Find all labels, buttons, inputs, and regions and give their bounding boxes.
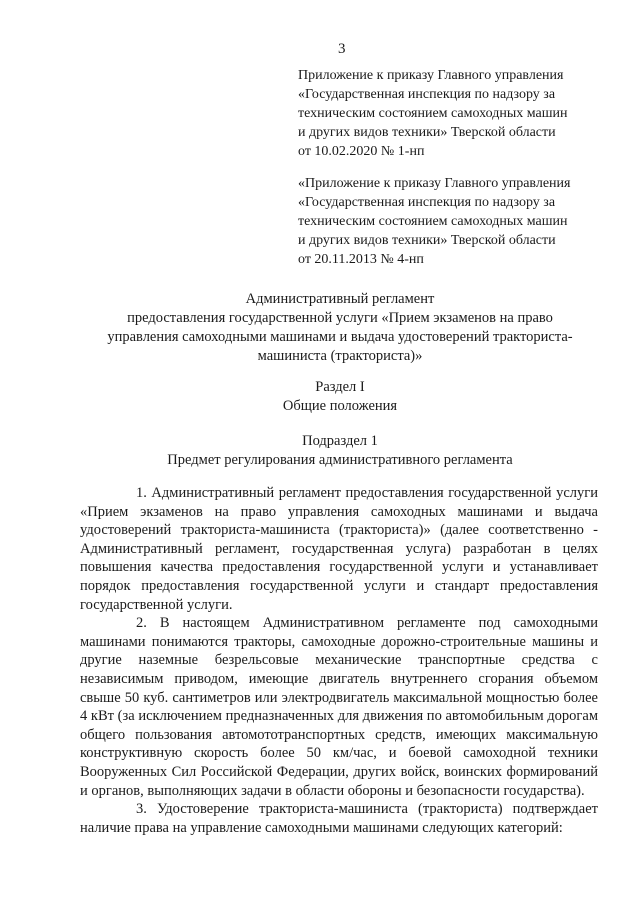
annex-previous-line: «Приложение к приказу Главного управления (298, 176, 571, 191)
title-line: Административный регламент (245, 291, 435, 307)
title-line: машиниста (тракториста)» (257, 348, 423, 364)
subsection-number: Подраздел 1 (302, 433, 378, 449)
body-text (80, 484, 598, 837)
subsection-name: Предмет регулирования административного регламента (167, 452, 513, 468)
annex-current-line: техническим состоянием самоходных машин (298, 106, 568, 121)
section-heading (80, 378, 600, 416)
document-title (80, 290, 600, 366)
title-line: управления самоходными машинами и выдача удостоверений тракториста- (107, 329, 573, 345)
annex-current-line: «Государственная инспекция по надзору за (298, 87, 556, 102)
annex-current-line: и других видов техники» Тверской области (298, 125, 556, 140)
annex-current-line: от 10.02.2020 № 1-нп (298, 144, 425, 159)
annex-current-order (298, 66, 614, 161)
paragraph-3: 3. Удостоверение тракториста-машиниста (тракториста) подтверждает наличие права на управление самоходными машинами следующих категорий: (80, 801, 598, 836)
section-number: Раздел I (315, 379, 365, 395)
section-name: Общие положения (282, 398, 398, 414)
paragraph-2: 2. В настоящем Административном регламенте под самоходными машинами понимаются тракторы, самоходные дорожно-строительные машины и другие наземные безрельсовые механические транспортные средства с независимым приводом, имеющие двигатель внутреннего сгорания объемом свыше 50 куб. сантиметров или электродвигатель максимальной мощностью более 4 кВт (за исключением предназначенных для движения по автомобильным дорогам общего пользования автомототранспортных средств, имеющих максимальную конструктивную скорость более 50 км/час, и боевой самоходной техники Вооруженных Сил Российской Федерации, других войск, воинских формирований и органов, выполняющих задачи в области обороны и безопасности государства). (80, 615, 598, 799)
subsection-heading (80, 432, 600, 470)
annex-previous-order (298, 174, 614, 269)
paragraph-1: 1. Административный регламент предоставления государственной услуги «Прием экзаменов на право управления самоходных машинами и выдача удостоверений тракториста-машиниста (тракториста)» (далее соответственно - Административный регламент, государственная услуга) разработан в целях повышения качества предоставления государственной услуги и устанавливает порядок предоставления государственной услуги и стандарт предоставления государственной услуги. (80, 485, 598, 613)
annex-previous-line: техническим состоянием самоходных машин (298, 214, 568, 229)
title-line: предоставления государственной услуги «Прием экзаменов на право (127, 310, 553, 326)
annex-previous-line: «Государственная инспекция по надзору за (298, 195, 556, 210)
annex-previous-line: от 20.11.2013 № 4-нп (298, 252, 424, 267)
page-number: 3 (338, 41, 346, 57)
annex-current-line: Приложение к приказу Главного управления (298, 68, 564, 83)
annex-previous-line: и других видов техники» Тверской области (298, 233, 556, 248)
